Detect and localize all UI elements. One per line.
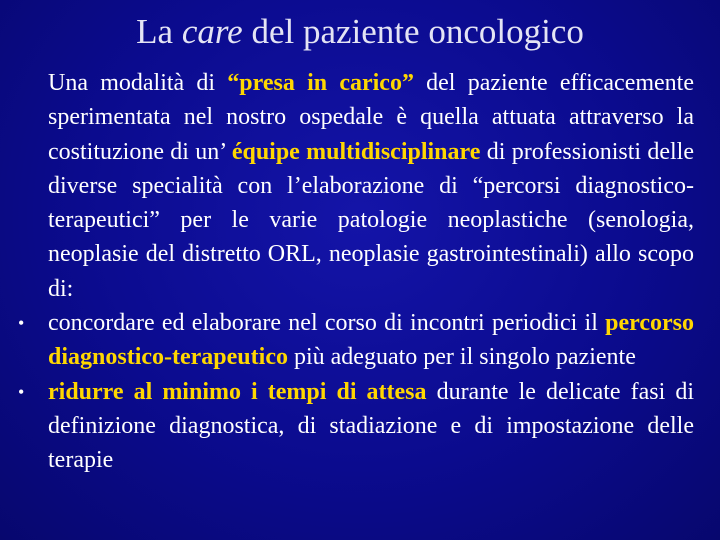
- bullet-2-highlight: ridurre al minimo i tempi di attesa: [48, 378, 427, 405]
- slide-title: [0, 10, 720, 54]
- bullet-icon: •: [18, 313, 25, 334]
- intro-text-1: Una modalità di: [48, 70, 228, 96]
- intro-highlight-presa-in-carico: “presa in carico”: [227, 70, 414, 96]
- bullet-1-highlight: percorso diagnostico-terapeutico: [48, 310, 694, 371]
- bullet-1-text-2: più adeguato per il singolo paziente: [287, 344, 636, 371]
- slide-body: [18, 66, 695, 478]
- intro-highlight-equipe: équipe multidisciplinare: [231, 138, 481, 165]
- intro-text-2: del paziente efficacemente sperimentata nel nostro ospedale è quella attuata attraverso la costituzione di un’: [48, 70, 694, 165]
- title-emphasis: care: [181, 12, 243, 51]
- bullet-item-concordare: [18, 306, 694, 375]
- title-part3: del paziente oncologico: [242, 12, 584, 51]
- title-part1: La: [136, 12, 182, 51]
- bullet-item-ridurre: [18, 375, 695, 478]
- bullet-1-text-1: concordare ed elaborare nel corso di incontri periodici il: [48, 310, 606, 337]
- bullet-icon: •: [18, 381, 25, 402]
- intro-paragraph: [48, 66, 694, 306]
- bullet-2-text-2: durante le delicate fasi di definizione diagnostica, di stadiazione e di impostazione delle terapie: [48, 378, 695, 474]
- intro-text-3: di professionisti delle diverse specialità con l’elaborazione di “percorsi diagnostico-terapeutici” per le varie patologie neoplastiche (senologia, neoplasie del distretto ORL, neoplasie gastrointestinali) allo scopo di:: [48, 138, 695, 302]
